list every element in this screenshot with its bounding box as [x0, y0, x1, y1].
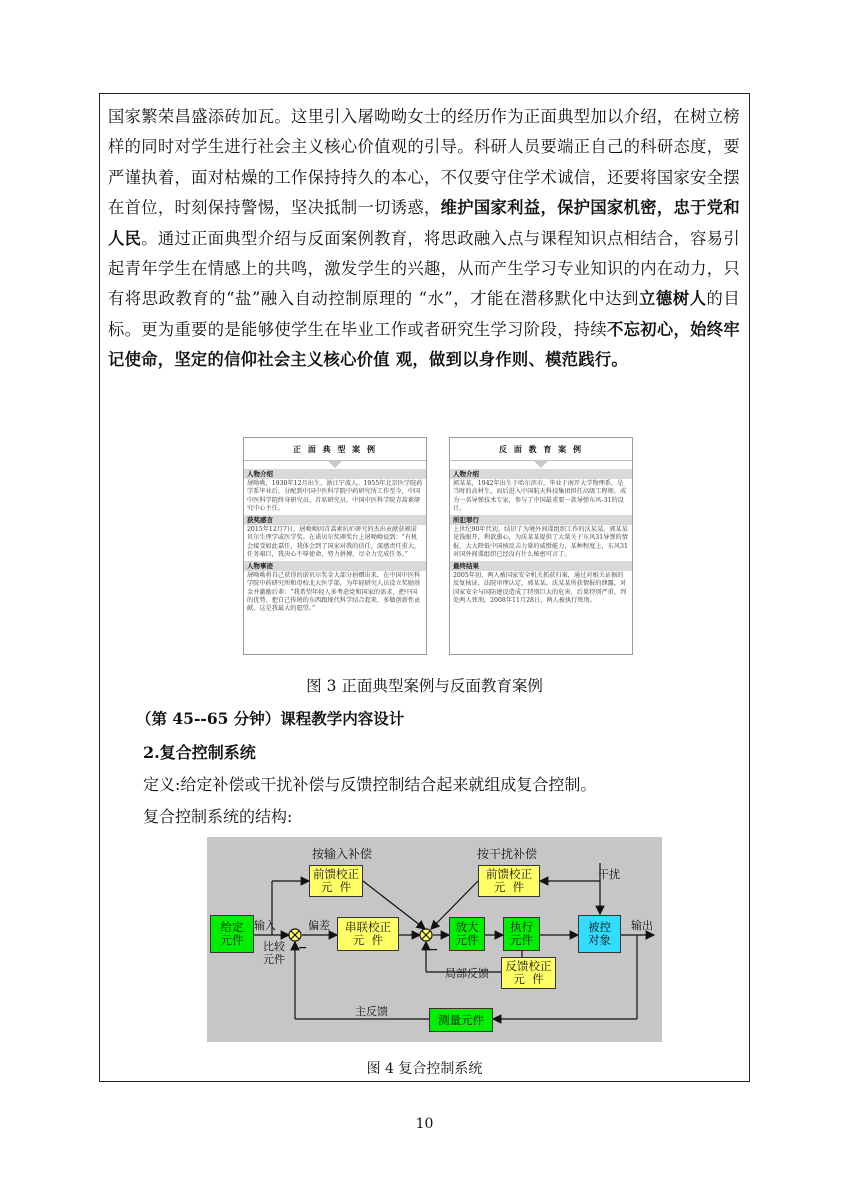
paragraph-bold-2: 立德树人: [639, 289, 707, 309]
negative-case-title: 反 面 教 育 案 例: [450, 438, 632, 461]
case-section-text: 屠呦呦，1930年12月出生，浙江宁波人。1955年北京医学院药学系毕业后，分配到中国中医科学院中药研究所工作至今，中国中医科学院终身研究员、首席研究员，中国中医科学院青蒿素研究中心主任。: [247, 480, 423, 512]
case-section-header: 所犯罪行: [450, 515, 632, 525]
down-arrow-icon: [327, 460, 343, 468]
series-compensator-block: 串联校正 元 件: [337, 917, 399, 951]
setpoint-element-block: 给定 元件: [210, 915, 254, 953]
paragraph-text-1: 国家繁荣昌盛添砖加瓦。这里引入屠呦呦女士的经历作为正面典型加以介绍，在树立榜样的同时对学生进行社会主义核心价值观的引导。科研人员要端正自己的科研态度，要严谨执着，面对枯燥的工作保持持久的本心，不仅要守住学术诚信，还要将国家安全摆在首位，时刻保持警惕，坚决抵制一切诱惑，: [108, 107, 740, 218]
minus-sign: −: [429, 943, 439, 956]
positive-case-panel: [243, 437, 427, 655]
figure-4-caption: 图 4 复合控制系统: [366, 1061, 483, 1077]
case-section-header: 人物事迹: [244, 561, 426, 571]
page-number: 10: [415, 1116, 434, 1132]
case-section-header: 人物介绍: [450, 469, 632, 479]
disturbance-label: 干扰: [598, 868, 620, 881]
paragraph-text-2: 。通过正面典型介绍与反面案例教育，将思政融入点与课程知识点相结合，容易引起青年学生在情感上的共鸣，激发学生的兴趣，从而产生学习专业知识的内在动力，只有将思政教育的“盐”融入自动控制原理的 “水”，才能在潜移默化中达到: [108, 228, 740, 309]
feedback-compensator-block: 反馈校正 元 件: [501, 957, 556, 989]
input-feedforward-block: 前馈校正 元 件: [309, 865, 363, 897]
local-feedback-label: 局部反馈: [445, 967, 489, 980]
summing-junction: [420, 929, 432, 941]
case-section-header: 人物介绍: [244, 469, 426, 479]
measurement-block: 测量元件: [429, 1008, 493, 1032]
summing-junction: [289, 929, 301, 941]
amplifier-block: 放大 元件: [449, 917, 485, 951]
section-title: 2.复合控制系统: [143, 743, 256, 762]
actuator-block: 执行 元件: [503, 917, 540, 951]
body-paragraph: [108, 102, 740, 376]
down-arrow-icon: [533, 460, 549, 468]
paragraph-text-3: 的目标。更为重要的是能够使学生在毕业工作或者研究生学习阶段，持续: [108, 289, 740, 339]
case-section-header: 最终结果: [450, 561, 632, 571]
input-label: 输入: [254, 919, 276, 932]
paragraph-bold-1: 维护国家利益，保护国家机密，忠于党和人民: [108, 198, 740, 248]
disturbance-feedforward-block: 前馈校正 元 件: [478, 865, 540, 897]
case-section-text: 屠呦呦将自己获得的诺贝尔奖金大部分捐赠出来，在中国中医科学院中药研究所和母校北大医学部，为年轻研究人员设立奖励基金并激励后辈：“我希望年轻人多考虑党和国家的需求，把中国的优势、把自己传统的东西跟现代科学结合起来，多做创新性贡献，这是我最大的愿望。”: [247, 572, 421, 613]
structure-label: 复合控制系统的结构:: [143, 807, 293, 826]
error-label: 偏差: [308, 919, 330, 932]
case-section-text: 2015年12月7日，屠呦呦因青蒿素抗疟研究的杰出贡献获颁诺贝尔生理学或医学奖。在诺贝尔奖颁奖台上屠呦呦说到：“有机会接受如此嘉任，我体会到了国家对我的信任，深感责任重大，任务艰巨，我决心不辱使命，努力拼搏，尽全力完成任务。”: [247, 526, 421, 558]
section-time-heading: （第 45--65 分钟）课程教学内容设计: [136, 709, 405, 728]
case-section-text: 2005年初，两人被国家安全机关抓获归案，通过对相关证据的反复核证，法院审理认定，郭某某、沃某某所获情报的泄露，对国家安全与国防建设造成了特别巨大的危害，后果特别严重，判处两人死刑，2008年11月28日，两人被执行死刑。: [453, 572, 627, 604]
paragraph-bold-3: 不忘初心，始终牢记使命，坚定的信仰社会主义核心价值 观，做到以身作则、模范践行。: [108, 319, 740, 370]
negative-case-panel: [449, 437, 633, 655]
disturbance-compensation-label: 按干扰补偿: [477, 847, 538, 861]
figure-3-caption: 图 3 正面典型案例与反面教育案例: [306, 677, 543, 695]
case-section-text: 郭某某，1942年出生于哈尔滨市，毕业于南开大学物理系，是当时的高材生，而后进入中国航天科技集团担任高级工程师，成为一名导弹技术专家，参与了中国最重要一款导弹东风-31的设计。: [453, 480, 627, 512]
positive-case-title: 正 面 典 型 案 例: [244, 438, 426, 461]
input-compensation-label: 按输入补偿: [312, 847, 373, 861]
case-section-text: 上世纪90年代初，结识了为境外间谍组织工作的沃某某，郭某某见钱眼开，利欲熏心，为沃某某提供了大量关于东风31导弹的情报，大大降低中国核反击力量的威慑能力，某种程度上，东风31对国外间谍组织已经没有什么秘密可言了。: [453, 526, 628, 558]
composite-control-diagram: [207, 837, 662, 1042]
main-feedback-label: 主反馈: [355, 1005, 388, 1018]
comparator-label: 比较 元件: [263, 940, 285, 966]
definition-text: 定义:给定补偿或干扰补偿与反馈控制结合起来就组成复合控制。: [143, 775, 597, 794]
plant-block: 被控 对象: [578, 915, 621, 953]
minus-sign: −: [298, 941, 308, 954]
case-section-header: 获奖感言: [244, 515, 426, 525]
output-label: 输出: [631, 919, 653, 932]
